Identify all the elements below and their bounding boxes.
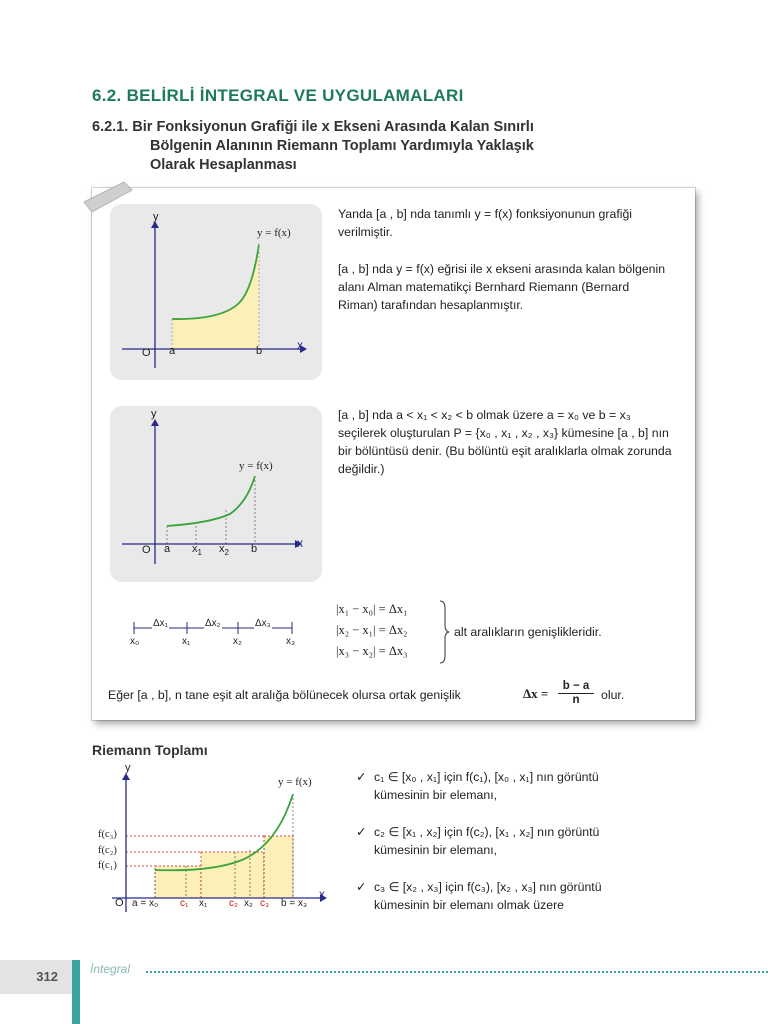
width-eq-2: |x₂ − x₁| = Δx₂: [336, 623, 408, 637]
footer-dotted-rule: [146, 971, 768, 973]
page-number: 312: [36, 969, 58, 984]
riemann-a-x0-label: a = x₀: [132, 898, 159, 909]
graph2-x2-label: $x_2$: [219, 543, 229, 558]
riemann-c3-label: c₃: [260, 898, 270, 909]
riemann-check-2-line2: kümesinin bir elemanı,: [374, 843, 498, 857]
graph2-y-label: y: [151, 408, 157, 420]
footer-accent-bar: [72, 960, 80, 1024]
riemann-x2-label: x₂: [244, 898, 253, 909]
graph1-x-label: x: [297, 338, 303, 352]
riemann-check-2-line1: c₂ ∈ [x₁ , x₂] için f(c₂), [x₁ , x₂] nın görüntü: [374, 825, 600, 839]
partition-x2-label: x₂: [233, 636, 242, 647]
graph1-func-label: y = f(x): [257, 227, 291, 239]
equal-width-fraction: [558, 680, 594, 707]
partition-dx2-label: Δx₂: [205, 618, 221, 629]
riemann-check-1-line1: c₁ ∈ [x₀ , x₁] için f(c₁), [x₀ , x₁] nın görüntü: [374, 770, 599, 784]
riemann-fc1-label: f(c₁): [98, 860, 117, 871]
riemann-fc3-label: f(c₃): [98, 829, 117, 840]
riemann-check-1: [356, 768, 676, 804]
subsection-heading-line3: Olarak Hesaplanması: [150, 157, 297, 173]
partition-dx1-label: Δx₁: [153, 618, 169, 629]
graph2-func-label: y = f(x): [239, 460, 273, 472]
width-note: alt aralıkların genişlikleridir.: [454, 625, 602, 639]
graph2-b-label: b: [251, 543, 258, 555]
subsection-heading-line1: 6.2.1. Bir Fonksiyonun Grafiği ile x Ekseni Arasında Kalan Sınırlı: [92, 119, 534, 135]
riemann-section-title: Riemann Toplamı: [92, 742, 208, 758]
riemann-b-x3-label: b = x₃: [281, 898, 308, 909]
riemann-check-3-line1: c₃ ∈ [x₂ , x₃] için f(c₃), [x₂ , x₃] nın görüntü: [374, 880, 602, 894]
riemann-func-label: y = f(x): [278, 776, 312, 788]
partition-x3-label: x₃: [286, 636, 296, 647]
graph1-a-label: a: [169, 345, 176, 357]
partition-x1-label: x₁: [182, 636, 191, 647]
footer-label: İntegral: [90, 962, 131, 976]
subsection-heading: [92, 118, 534, 175]
intro-paragraph-2: [a , b] nda y = f(x) eğrisi ile x ekseni arasında kalan bölgenin alanı Alman matematikçi Bernhard Riemann (Bernard Riman) tarafından hesaplanmıştır.: [338, 262, 666, 312]
riemann-check-3: [356, 878, 676, 914]
graph1-b-label: b: [256, 345, 263, 357]
page-number-box: [0, 960, 72, 994]
riemann-check-2: [356, 823, 676, 859]
riemann-c2-label: c₂: [229, 898, 238, 909]
intro-paragraph-1: Yanda [a , b] nda tanımlı y = f(x) fonksiyonunun grafiği verilmiştir.: [338, 207, 633, 239]
equal-width-after: olur.: [601, 688, 625, 702]
partition-x0-label: x₀: [130, 636, 140, 647]
riemann-x-label: x: [319, 887, 325, 901]
riemann-x1-label: x₁: [199, 898, 208, 909]
width-eq-1: |x₁ − x₀| = Δx₁: [336, 602, 408, 616]
graph2-x1-label: $x_1$: [192, 543, 202, 558]
riemann-check-1-line2: kümesinin bir elemanı,: [374, 788, 498, 802]
riemann-origin-label: O: [115, 897, 124, 909]
equal-width-delta: Δx =: [523, 686, 549, 701]
fraction-numerator: b − a: [558, 680, 594, 694]
partition-paragraph: [a , b] nda a < x₁ < x₂ < b olmak üzere a = x₀ ve b = x₃ seçilerek oluşturulan P = {x₀ , x₁ , x₂ , x₃} kümesine [a , b] nın bir bölüntüsü denir. (Bu bölüntü eşit aralıklarla olmak zorunda değildir.): [338, 408, 672, 476]
section-heading: 6.2. BELİRLİ İNTEGRAL VE UYGULAMALARI: [92, 86, 464, 105]
graph1-y-label: y: [153, 211, 159, 223]
graph1-origin-label: O: [142, 347, 151, 359]
graph2-a-label: a: [164, 543, 171, 555]
riemann-check-3-line2: kümesinin bir elemanı olmak üzere: [374, 898, 565, 912]
check-mark-icon: ✓: [356, 825, 367, 839]
right-brace-icon: [438, 600, 450, 664]
riemann-y-label: y: [125, 762, 131, 774]
check-mark-icon: ✓: [356, 880, 367, 894]
fraction-denominator: n: [572, 694, 580, 706]
graph2-x-label: x: [297, 536, 303, 550]
equal-width-text: Eğer [a , b], n tane eşit alt aralığa bölünecek olursa ortak genişlik: [108, 688, 461, 702]
riemann-fc2-label: f(c₂): [98, 845, 117, 856]
graph2-origin-label: O: [142, 544, 151, 556]
subsection-heading-line2: Bölgenin Alanının Riemann Toplamı Yardımıyla Yaklaşık: [150, 138, 534, 154]
check-mark-icon: ✓: [356, 770, 367, 784]
width-eq-3: |x₃ − x₂| = Δx₃: [336, 644, 408, 658]
riemann-c1-label: c₁: [180, 898, 189, 909]
partition-dx3-label: Δx₃: [255, 618, 271, 629]
width-equations: [336, 599, 407, 662]
